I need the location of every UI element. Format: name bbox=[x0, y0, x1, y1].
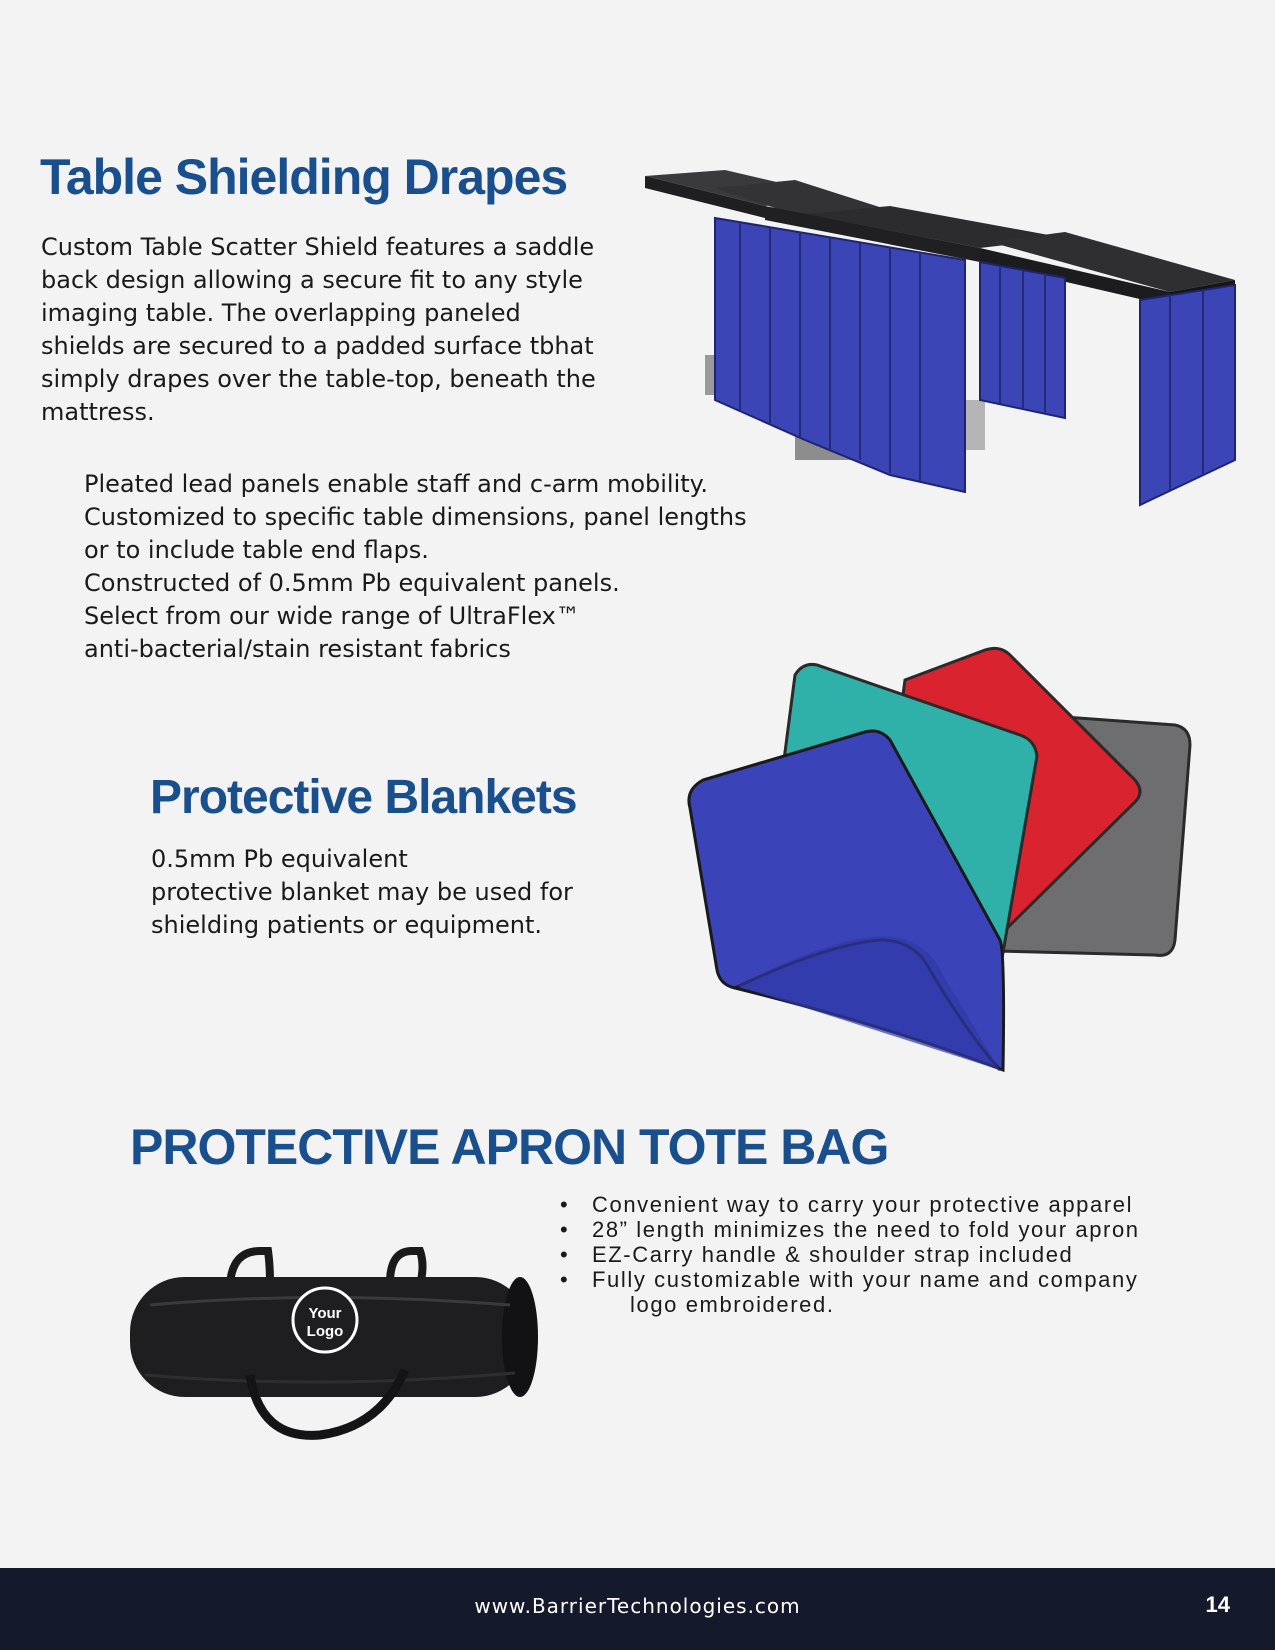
feature-line: or to include table end flaps. bbox=[84, 536, 429, 564]
tote-bag-title: PROTECTIVE APRON TOTE BAG bbox=[130, 1119, 889, 1175]
blankets-title: Protective Blankets bbox=[150, 771, 577, 824]
bullet-text: Convenient way to carry your protective apparel bbox=[592, 1192, 1134, 1217]
feature-line: Customized to specific table dimensions, panel lengths bbox=[84, 503, 747, 531]
tote-bag-image bbox=[120, 1245, 540, 1445]
end-drape bbox=[1140, 285, 1235, 505]
bullet-continuation: logo embroidered. bbox=[630, 1292, 835, 1317]
bullet-dot: • bbox=[560, 1217, 570, 1242]
blankets-image bbox=[675, 640, 1205, 1080]
bullet-text: Fully customizable with your name and company bbox=[592, 1267, 1139, 1292]
tote-bag-bullets bbox=[560, 1192, 1210, 1317]
logo-text-line2: Logo bbox=[306, 1323, 344, 1340]
page-number: 14 bbox=[1205, 1592, 1230, 1617]
table-drapes-features bbox=[84, 468, 804, 666]
logo-text-line1: Your bbox=[308, 1305, 342, 1322]
footer bbox=[0, 1568, 1275, 1650]
table-drapes-title: Table Shielding Drapes bbox=[40, 149, 568, 205]
feature-line: Constructed of 0.5mm Pb equivalent panels. bbox=[84, 569, 620, 597]
main-drape bbox=[715, 218, 965, 492]
bullet-item bbox=[560, 1217, 1210, 1242]
bullet-dot: • bbox=[560, 1192, 570, 1217]
bullet-text: 28” length minimizes the need to fold your apron bbox=[592, 1217, 1140, 1242]
blanket-desc-line2: protective blanket may be used for shielding patients or equipment. bbox=[151, 878, 573, 939]
blanket-desc-line1: 0.5mm Pb equivalent bbox=[151, 845, 408, 873]
footer-url[interactable]: www.BarrierTechnologies.com bbox=[474, 1594, 801, 1618]
feature-line: Pleated lead panels enable staff and c-arm mobility. bbox=[84, 470, 709, 498]
bullet-item bbox=[560, 1267, 1210, 1292]
blankets-description bbox=[151, 843, 631, 942]
bullet-dot: • bbox=[560, 1267, 570, 1292]
feature-line: anti-bacterial/stain resistant fabrics bbox=[84, 635, 511, 663]
bullet-item bbox=[560, 1192, 1210, 1217]
feature-line: Select from our wide range of UltraFlex™ bbox=[84, 602, 580, 630]
bullet-text: EZ-Carry handle & shoulder strap included bbox=[592, 1242, 1074, 1267]
bullet-item bbox=[560, 1242, 1210, 1267]
bullet-dot: • bbox=[560, 1242, 570, 1267]
table-drapes-description: Custom Table Scatter Shield features a saddle back design allowing a secure fit to any style imaging table. The overlapping paneled shields are secured to a padded surface tbhat simply drapes over the table-top, beneath the mattress. bbox=[41, 233, 596, 426]
